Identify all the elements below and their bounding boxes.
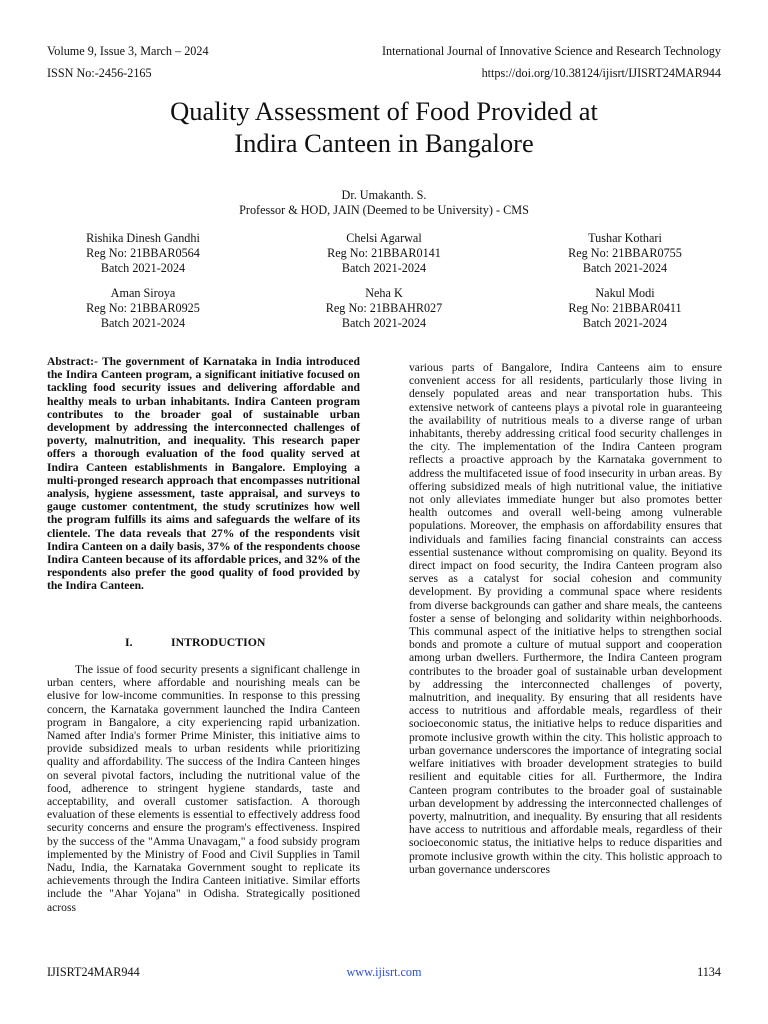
author-batch: Batch 2021-2024 [341,261,427,275]
author-block [505,286,745,331]
intro-paragraph: The issue of food security presents a significant challenge in urban centers, where affordable and nourishing meals can be elusive for low-income communities. In response to this pressing concern, the Karnataka government launched the Indira Canteen program in Bangalore, a city experiencing rapid urbanization. Named after India's former Prime Minister, this initiative aims to provide subsidized meals to urban residents while prioritizing quality and affordability. The success of the Indira Canteen hinges on several pivotal factors, including the nutritional value of the food, adherence to stringent hygiene standards, taste and acceptability, and overall customer satisfaction. A thorough evaluation of these elements is essential to effectively address food security concerns and ensure the program's effectiveness. Inspired by the success of the "Amma Unavagam," a food subsidy program implemented by the Ministry of Food and Civil Supplies in Tamil Nadu, India, the Karnataka Government sought to replicate its achievements through the Indira Canteen initiative. Similar efforts include the "Ahar Yojana" in Odisha. Strategically positioned across [47,663,360,914]
author-name: Neha K [365,286,403,300]
author-name: Nakul Modi [595,286,655,300]
title-line-1: Quality Assessment of Food Provided at [170,96,598,126]
author-name: Chelsi Agarwal [346,231,422,245]
lead-author-name: Dr. Umakanth. S. [341,188,427,202]
author-batch: Batch 2021-2024 [100,316,186,330]
section-title: INTRODUCTION [171,635,266,649]
author-name: Aman Siroya [110,286,176,300]
title-line-2: Indira Canteen in Bangalore [234,128,534,158]
paper-title [0,95,768,159]
author-reg: Reg No: 21BBAR0411 [568,301,682,315]
lead-author [0,188,768,218]
author-batch: Batch 2021-2024 [341,316,427,330]
author-block [264,231,504,276]
author-block [505,231,745,276]
volume-info: Volume 9, Issue 3, March – 2024 [47,44,209,58]
section-number: I. [125,635,133,649]
lead-author-affiliation: Professor & HOD, JAIN (Deemed to be University) - CMS [239,203,529,217]
author-block [23,286,263,331]
author-reg: Reg No: 21BBAR0925 [86,301,200,315]
author-name: Rishika Dinesh Gandhi [86,231,200,245]
doi-link[interactable]: https://doi.org/10.38124/ijisrt/IJISRT24MAR944 [481,66,721,80]
right-column-text: various parts of Bangalore, Indira Canteens aim to ensure convenient access for all residents, particularly those living in densely populated areas and near transportation hubs. This extensive network of canteens plays a pivotal role in guaranteeing the availability of nutritious meals to a diverse range of urban inhabitants, thereby addressing critical food security challenges in the city. The implementation of the Indira Canteen program reflects a proactive approach by the Karnataka government to address the multifaceted issue of food insecurity in urban areas. By offering subsidized meals of high nutritional value, the initiative not only alleviates immediate hunger but also promotes better health outcomes and overall well-being among vulnerable populations. Moreover, the emphasis on affordability ensures that individuals and families facing financial constraints can access essential sustenance without compromising on quality. Beyond its direct impact on food security, the Indira Canteen program also serves as a catalyst for social cohesion and community development. By providing a communal space where residents from diverse backgrounds can gather and share meals, the canteens foster a sense of belonging and solidarity within neighborhoods. This communal aspect of the initiative helps to strengthen social bonds and promote a culture of mutual support and cooperation among urban dwellers. Furthermore, the Indira Canteen program contributes to the broader goal of sustainable urban development by addressing the interconnected challenges of poverty, malnutrition, and inequality. By ensuring that all residents have access to nutritious and affordable meals, regardless of their socioeconomic status, the initiative helps to reduce disparities and promote inclusive growth within the city. This holistic approach to urban governance underscores the importance of integrating social welfare initiatives with broader development strategies to build resilient and equitable cities for all. Furthermore, the Indira Canteen program contributes to the broader goal of sustainable urban development by addressing the interconnected challenges of poverty, malnutrition, and inequality. By ensuring that all residents have access to nutritious and affordable meals, regardless of their socioeconomic status, the initiative helps to reduce disparities and promote inclusive growth within the city. This holistic approach to urban governance underscores [409,361,722,876]
author-block [23,231,263,276]
author-batch: Batch 2021-2024 [582,261,668,275]
footer-website-link[interactable]: www.ijisrt.com [346,965,422,979]
author-reg: Reg No: 21BBAR0564 [86,246,200,260]
author-reg: Reg No: 21BBAHR027 [325,301,443,315]
author-reg: Reg No: 21BBAR0755 [568,246,682,260]
author-name: Tushar Kothari [588,231,662,245]
journal-name: International Journal of Innovative Science and Research Technology [381,44,721,58]
author-batch: Batch 2021-2024 [582,316,668,330]
abstract: Abstract:- The government of Karnataka in India introduced the Indira Canteen program, a significant initiative focused on tackling food security issues and delivering affordable and healthy meals to urban inhabitants. Indira Canteen program contributes to the broader goal of sustainable urban development by addressing the interconnected challenges of poverty, malnutrition, and inequality. This research paper offers a thorough evaluation of the food quality served at Indira Canteen establishments in Bangalore. Employing a multi-pronged research approach that encompasses nutritional analysis, hygiene assessment, taste appraisal, and surveys to gauge customer contentment, the study scrutinizes how well the program fulfills its aims and safeguards the welfare of its clientele. The data reveals that 27% of the respondents visit Indira Canteen on a daily basis, 37% of the respondents choose Indira Canteen because of its affordable prices, and 32% of the respondents also prefer the good quality of food provided by the Indira Canteen. [47,355,360,593]
page-number: 1134 [697,965,721,979]
author-block [264,286,504,331]
author-reg: Reg No: 21BBAR0141 [327,246,441,260]
issn: ISSN No:-2456-2165 [47,66,152,80]
footer-code: IJISRT24MAR944 [47,965,140,979]
author-batch: Batch 2021-2024 [100,261,186,275]
